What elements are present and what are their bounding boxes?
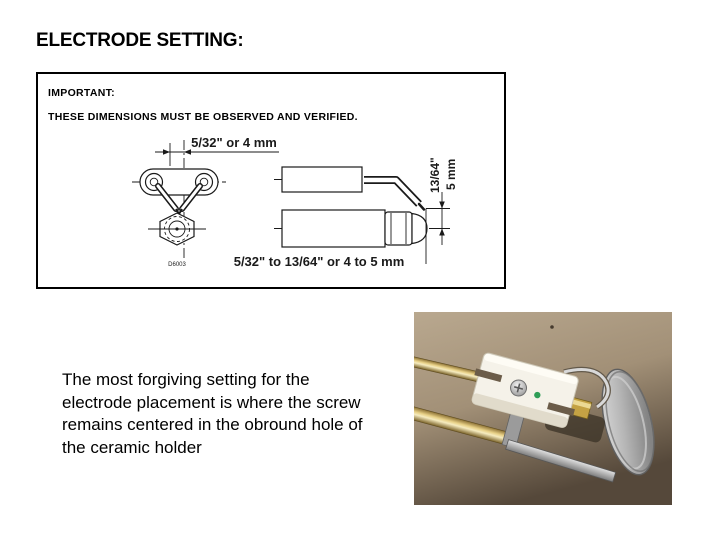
nozzle-tube-side	[282, 210, 385, 247]
body-line-2: electrode placement is where the screw	[62, 392, 361, 412]
side-view	[274, 167, 427, 247]
front-view	[132, 140, 226, 268]
top-dimension	[155, 135, 279, 166]
drawing-code-label: D6003	[168, 262, 186, 268]
background-speck	[550, 325, 554, 329]
arrowhead-bottom	[439, 229, 445, 236]
body-line-1: The most forgiving setting for the	[62, 370, 310, 389]
ceramic-insulator-side	[282, 167, 362, 192]
side-dimension	[426, 157, 458, 264]
top-dimension-label: 5/32" or 4 mm	[191, 135, 277, 150]
body-paragraph	[62, 369, 402, 459]
body-line-3: remains centered in the obround hole of	[62, 415, 363, 434]
arrowhead-left	[163, 149, 170, 155]
electrode-wire-tip	[419, 204, 424, 210]
assembly-photo	[414, 312, 672, 505]
body-line-4: the ceramic holder	[62, 437, 202, 457]
side-dimension-mm-label: 5 mm	[444, 158, 458, 190]
page-title: ELECTRODE SETTING:	[36, 30, 244, 51]
assembly-photo-image	[414, 312, 672, 505]
bottom-dimension-label: 5/32" to 13/64" or 4 to 5 mm	[233, 254, 405, 269]
hex-nut-side	[385, 212, 412, 245]
notice-text: THESE DIMENSIONS MUST BE OBSERVED AND VERIFIED.	[48, 111, 358, 123]
electrode-diagram-panel	[36, 72, 506, 289]
side-dimension-inches-label: 13/64"	[428, 157, 442, 193]
nozzle-dome-cap	[412, 214, 427, 244]
arrowhead-right	[184, 149, 191, 155]
electrode-technical-drawing	[38, 74, 504, 287]
electrode-wire-outline	[364, 180, 419, 204]
arrowhead-top	[439, 202, 445, 209]
important-label: IMPORTANT:	[48, 87, 115, 99]
